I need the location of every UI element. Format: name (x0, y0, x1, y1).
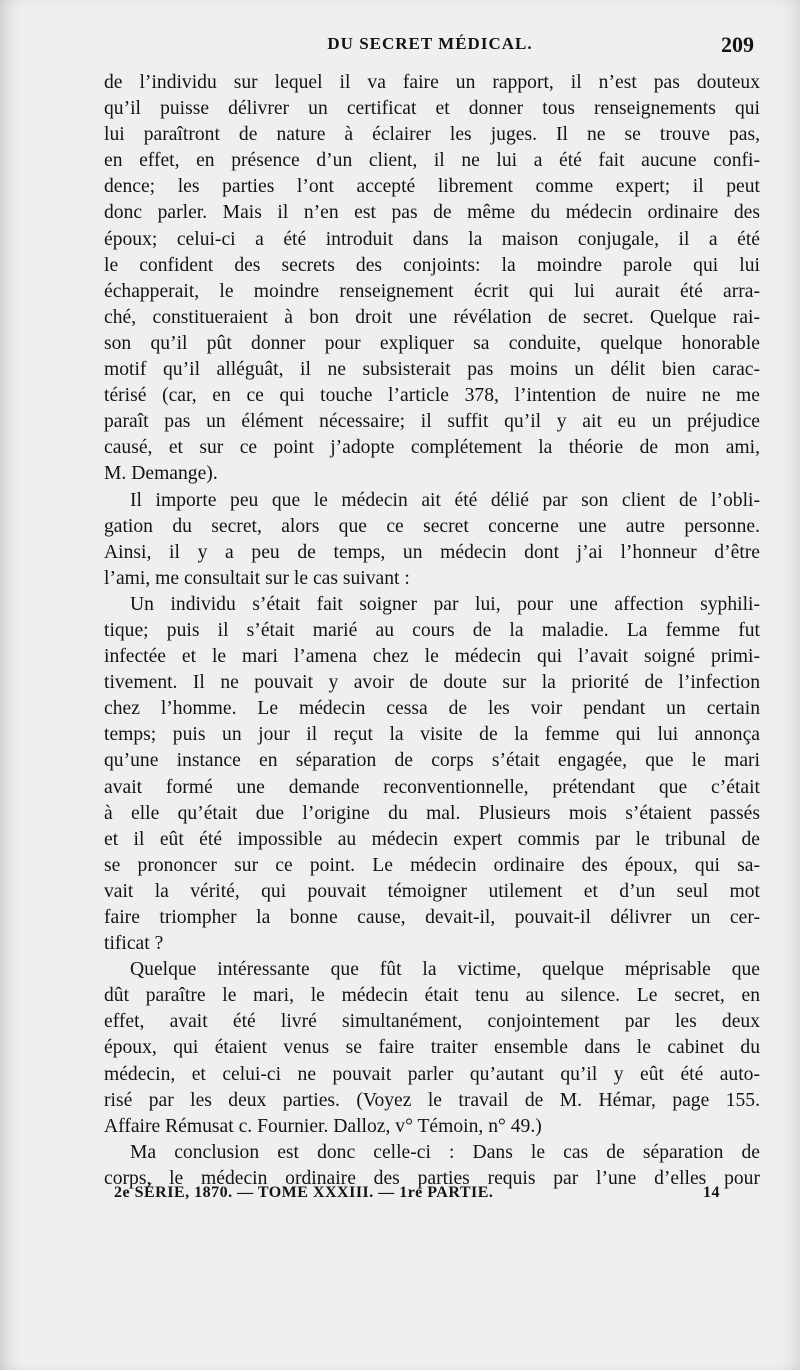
text-line: lui paraîtront de nature à éclairer les juges. Il ne se trouve pas, (104, 124, 760, 146)
text-line: gation du secret, alors que ce secret concerne une autre personne. (104, 515, 760, 537)
text-line: térisé (car, en ce qui touche l’article 378, l’intention de nuire ne me (104, 385, 760, 407)
text-line: tificat ? (104, 933, 164, 955)
text-line: vait la vérité, qui pouvait témoigner utilement et d’un seul mot (104, 880, 760, 902)
text-line: de l’individu sur lequel il va faire un rapport, il n’est pas douteux (104, 72, 760, 93)
text-line: faire triompher la bonne cause, devait-il, pouvait-il délivrer un cer- (104, 907, 760, 928)
text-line: Un individu s’était fait soigner par lui, pour une affection syphili- (130, 593, 760, 615)
text-line: époux; celui-ci a été introduit dans la maison conjugale, il a été (104, 228, 760, 250)
text-line: paraît pas un élément nécessaire; il suffit qu’il y ait eu un préjudice (104, 411, 760, 433)
running-head (100, 34, 760, 60)
text-line: effet, avait été livré simultanément, conjointement par les deux (104, 1011, 760, 1033)
text-line: se prononcer sur ce point. Le médecin ordinaire des époux, qui sa- (104, 854, 760, 876)
text-line: M. Demange). (104, 463, 218, 485)
text-line: échapperait, le moindre renseignement écrit qui lui aurait été arra- (104, 280, 760, 302)
text-line: avait formé une demande reconventionnelle, prétendant que c’était (104, 776, 760, 798)
text-line: risé par les deux parties. (Voyez le travail de M. Hémar, page 155. (104, 1089, 760, 1111)
text-line: Il importe peu que le médecin ait été délié par son client de l’obli- (130, 489, 760, 511)
text-line: corps, le médecin ordinaire des parties requis par l’une d’elles pour (104, 1167, 760, 1189)
text-line: époux, qui étaient venus se faire traiter ensemble dans le cabinet du (104, 1037, 760, 1059)
text-line: dût paraître le mari, le médecin était tenu au silence. Le secret, en (104, 985, 760, 1007)
text-line: motif qu’il alléguât, il ne subsisterait pas moins un délit bien carac- (104, 359, 760, 381)
running-title: DU SECRET MÉDICAL. (327, 34, 533, 53)
page-number: 209 (721, 32, 754, 57)
text-line: qu’il puisse délivrer un certificat et donner tous renseignements qui (104, 98, 760, 120)
text-line: temps; puis un jour il reçut la visite de la femme qui lui annonça (104, 724, 760, 746)
text-line: et il eût été impossible au médecin expert commis par le tribunal de (104, 828, 760, 850)
text-line: dence; les parties l’ont accepté librement comme expert; il peut (104, 176, 760, 198)
text-line: son qu’il pût donner pour expliquer sa conduite, quelque honorable (104, 332, 760, 354)
text-line: tique; puis il s’était marié au cours de la maladie. La femme fut (104, 619, 760, 641)
text-line: Ma conclusion est donc celle-ci : Dans le cas de séparation de (130, 1141, 760, 1163)
signature-mark: 14 (703, 1184, 720, 1201)
series-info: 2e SÉRIE, 1870. — TOME XXXIII. — 1re PARTIE. (114, 1184, 494, 1201)
text-line: Ainsi, il y a peu de temps, un médecin dont j’ai l’honneur d’être (104, 541, 760, 563)
body-text (104, 70, 760, 1192)
text-line: le confident des secrets des conjoints: la moindre parole qui lui (104, 254, 760, 276)
text-line: en effet, en présence d’un client, il ne lui a été fait aucune confi- (104, 150, 760, 172)
text-line: chez l’homme. Le médecin cessa de les voir pendant un certain (104, 698, 760, 720)
text-line: tivement. Il ne pouvait y avoir de doute sur la priorité de l’infection (104, 672, 760, 694)
text-line: donc parler. Mais il n’en est pas de même du médecin ordinaire des (104, 202, 760, 224)
text-line: ché, constitueraient à bon droit une révélation de secret. Quelque rai- (104, 306, 760, 328)
text-line: causé, et sur ce point j’adopte complétement la théorie de mon ami, (104, 437, 760, 459)
text-line: infectée et le mari l’amena chez le médecin qui l’avait soigné primi- (104, 646, 760, 668)
text-line: à elle qu’était due l’origine du mal. Plusieurs mois s’étaient passés (104, 802, 760, 824)
text-line: Affaire Rémusat c. Fournier. Dalloz, v° Témoin, n° 49.) (104, 1115, 542, 1137)
page-footer (104, 1184, 760, 1208)
text-line: qu’une instance en séparation de corps s’était engagée, que le mari (104, 750, 760, 772)
text-line: l’ami, me consultait sur le cas suivant : (104, 567, 410, 589)
text-line: Quelque intéressante que fût la victime, quelque méprisable que (130, 959, 760, 981)
text-line: médecin, et celui-ci ne pouvait parler qu’autant qu’il y eût été auto- (104, 1063, 760, 1085)
